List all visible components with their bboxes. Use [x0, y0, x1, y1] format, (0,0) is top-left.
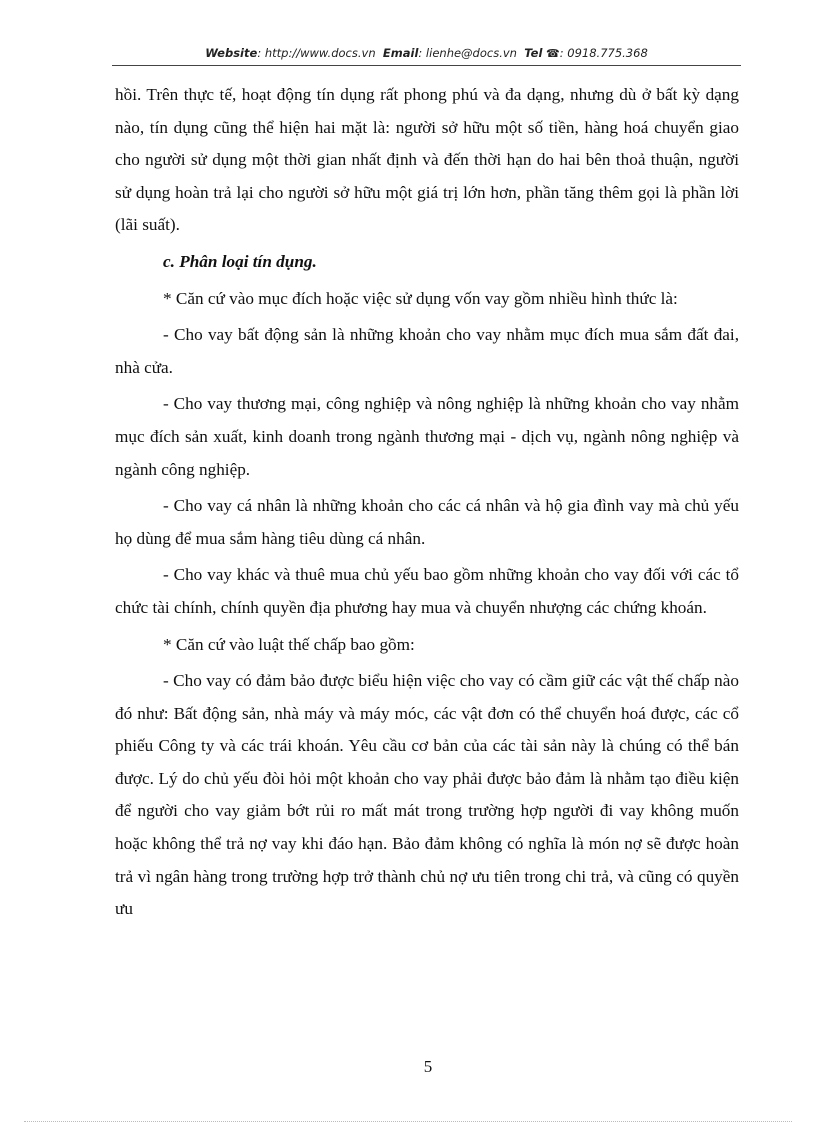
section-heading: c. Phân loại tín dụng.	[163, 251, 317, 271]
paragraph: - Cho vay bất động sản là những khoản cho vay nhằm mục đích mua sắm đất đai, nhà cửa.	[115, 325, 739, 377]
paragraph: - Cho vay thương mại, công nghiệp và nông nghiệp là những khoản cho vay nhằm mục đích sản xuất, kinh doanh trong ngành thương mại - dịch vụ, ngành nông nghiệp và ngành công nghiệp.	[115, 394, 739, 479]
header-divider	[112, 65, 741, 66]
email-value: : lienhe@docs.vn	[418, 46, 517, 60]
paragraph: - Cho vay khác và thuê mua chủ yếu bao gồm những khoản cho vay đối với các tổ chức tài chính, chính quyền địa phương hay mua và chuyển nhượng các chứng khoán.	[115, 565, 739, 617]
paragraph: - Cho vay có đảm bảo được biểu hiện việc cho vay có cầm giữ các vật thế chấp nào đó như: Bất động sản, nhà máy và máy móc, các vật đơn có thể chuyển hoá được, các cổ phiếu Công ty và các trái khoán. Yêu cầu cơ bản của các tài sản này là chúng có thể bán được. Lý do chủ yếu đòi hỏi một khoản cho vay phải được bảo đảm là nhằm tạo điều kiện để người cho vay giảm bớt rủi ro mất mát trong trường hợp người đi vay không muốn hoặc không thể trả nợ vay khi đáo hạn. Bảo đảm không có nghĩa là món nợ sẽ được hoàn trả vì ngân hàng trong trường hợp trở thành chủ nợ ưu tiên trong chi trả, và cũng có quyền ưu	[115, 671, 739, 919]
paragraph: * Căn cứ vào luật thế chấp bao gồm:	[163, 634, 415, 654]
website-value: : http://www.docs.vn	[257, 46, 376, 60]
page-number: 5	[423, 1057, 433, 1076]
website-label: Website	[205, 46, 258, 60]
paragraph: * Căn cứ vào mục đích hoặc việc sử dụng vốn vay gồm nhiều hình thức là:	[163, 288, 678, 308]
document-body	[115, 79, 739, 930]
tel-label: Tel	[524, 46, 543, 60]
paragraph: - Cho vay cá nhân là những khoản cho các cá nhân và hộ gia đình vay mà chủ yếu họ dùng để mua sắm hàng tiêu dùng cá nhân.	[115, 496, 739, 548]
email-label: Email	[382, 46, 419, 60]
phone-icon: ☎	[546, 47, 560, 60]
tel-value: : 0918.775.368	[559, 46, 648, 60]
page-header	[112, 46, 741, 66]
footer-divider	[24, 1121, 792, 1122]
paragraph: hồi. Trên thực tế, hoạt động tín dụng rất phong phú và đa dạng, nhưng dù ở bất kỳ dạng nào, tín dụng cũng thể hiện hai mặt là: người sở hữu một số tiền, hàng hoá chuyển giao cho người sử dụng một thời gian nhất định và đến thời hạn do hai bên thoả thuận, người sử dụng hoàn trả lại cho người sở hữu một giá trị lớn hơn, phần tăng thêm gọi là phần lời (lãi suất).	[115, 85, 739, 235]
